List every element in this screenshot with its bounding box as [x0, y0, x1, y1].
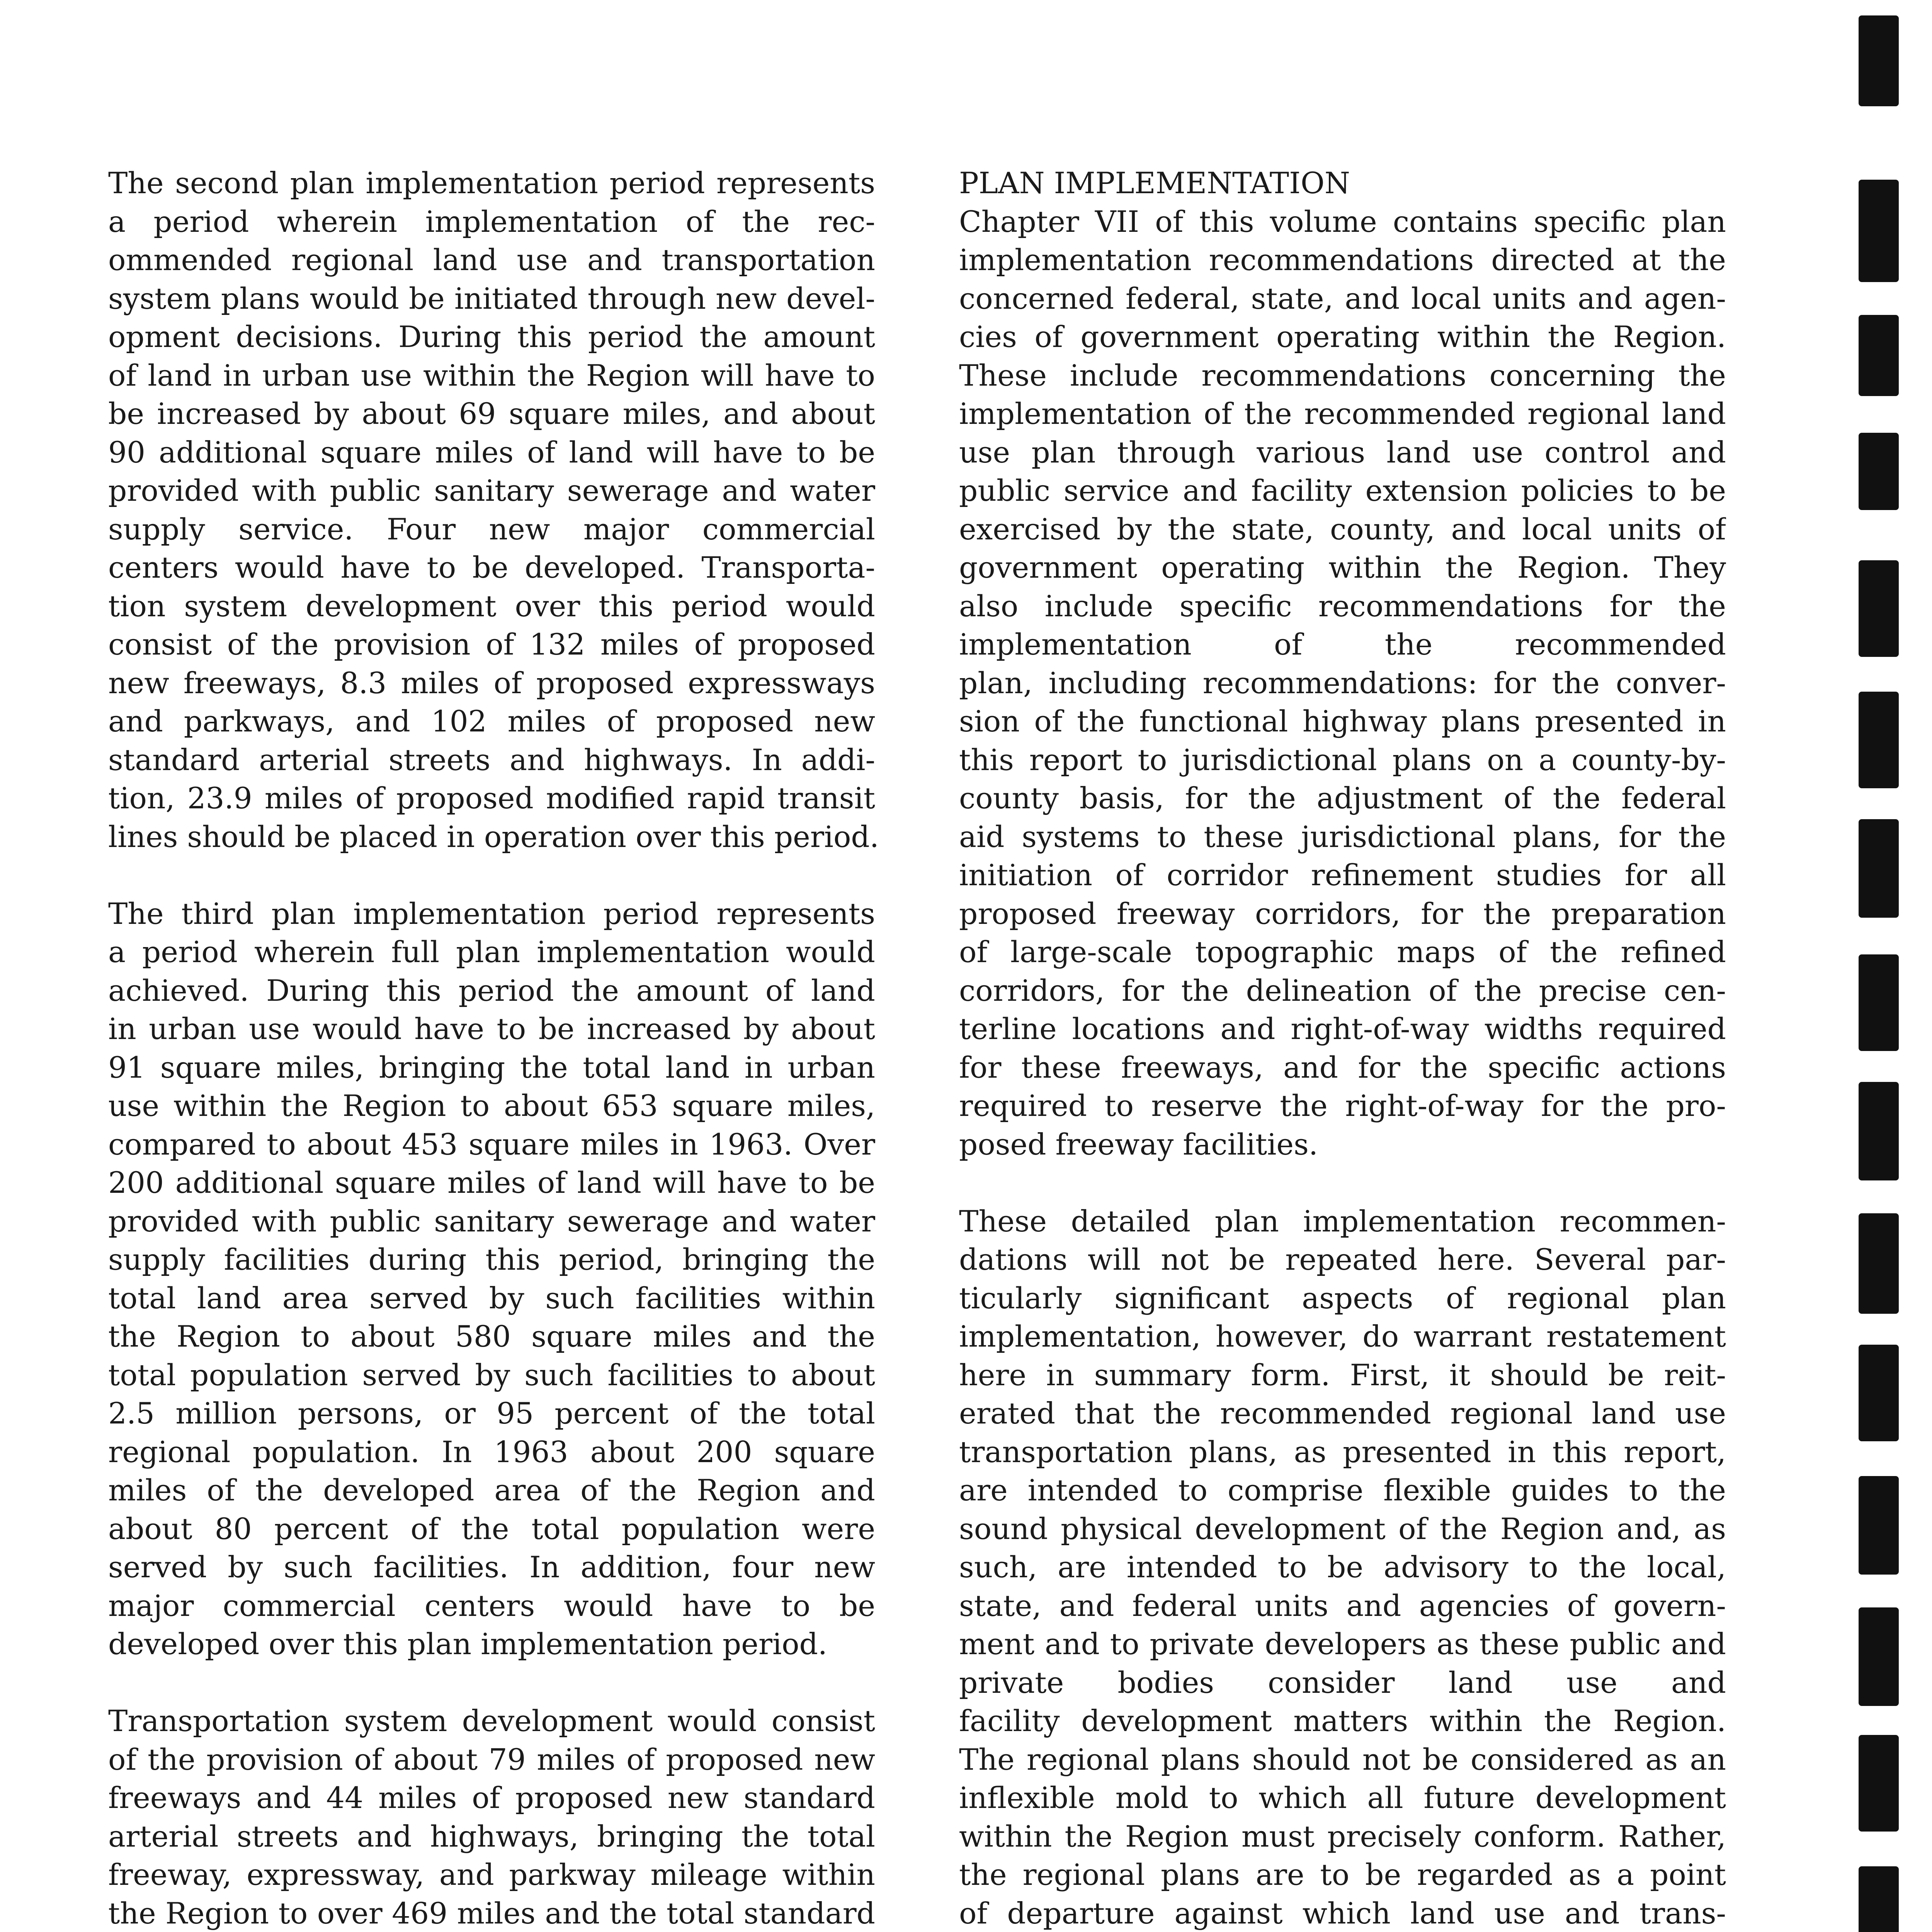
text-line: use within the Region to about 653 square miles, — [108, 1089, 875, 1123]
text-line: exercised by the state, county, and local units of — [959, 512, 1726, 546]
text-line: miles of the developed area of the Region and — [108, 1473, 875, 1507]
text-line: this report to jurisdictional plans on a county-by- — [959, 743, 1726, 777]
text-line: developed over this plan implementation period. — [108, 1627, 827, 1661]
text-line: erated that the recommended regional land use — [959, 1396, 1726, 1430]
text-line: arterial streets and highways, bringing the total — [108, 1819, 875, 1854]
text-line: cies of government operating within the Region. — [959, 320, 1726, 354]
text-line: implementation of the recommended regional land — [959, 397, 1726, 431]
text-line: 2.5 million persons, or 95 percent of the total — [108, 1396, 875, 1430]
edge-mark — [1859, 954, 1899, 1051]
text-line: public service and facility extension policies to be — [959, 474, 1726, 508]
text-line: of land in urban use within the Region will have to — [108, 358, 875, 393]
text-line: served by such facilities. In addition, four new — [108, 1550, 875, 1584]
text-line: provided with public sanitary sewerage and water — [108, 474, 875, 508]
text-line: and parkways, and 102 miles of proposed new — [108, 704, 875, 738]
text-line: county basis, for the adjustment of the federal — [959, 781, 1726, 815]
text-line: in urban use would have to be increased by about — [108, 1012, 875, 1046]
text-line: These detailed plan implementation recommen- — [959, 1204, 1726, 1238]
text-line: total population served by such facilities to about — [108, 1358, 875, 1392]
text-line: major commercial centers would have to be — [108, 1588, 875, 1623]
text-line: plan, including recommendations: for the conver- — [959, 666, 1726, 700]
text-line: the regional plans are to be regarded as a point — [959, 1858, 1726, 1892]
text-line: The second plan implementation period represents — [108, 166, 875, 200]
paragraph — [959, 203, 1726, 1164]
text-line: also include specific recommendations for the — [959, 589, 1726, 623]
section-heading: PLAN IMPLEMENTATION — [959, 166, 1350, 200]
text-line: for these freeways, and for the specific actions — [959, 1050, 1726, 1085]
text-line: Chapter VII of this volume contains specific plan — [959, 204, 1726, 239]
text-line: sound physical development of the Region and, as — [959, 1512, 1726, 1546]
text-line: Transportation system development would consist — [108, 1704, 875, 1738]
text-line: centers would have to be developed. Transporta- — [108, 551, 875, 585]
paragraph — [959, 1202, 1726, 1932]
text-line: such, are intended to be advisory to the local, — [959, 1550, 1726, 1584]
text-line: state, and federal units and agencies of govern- — [959, 1588, 1726, 1623]
paragraph — [108, 1702, 875, 1932]
text-line: government operating within the Region. They — [959, 551, 1726, 585]
right-column — [959, 164, 1726, 1932]
edge-mark — [1859, 1607, 1899, 1706]
text-line: sion of the functional highway plans presented in — [959, 704, 1726, 738]
text-line: within the Region must precisely conform. Rather, — [959, 1819, 1726, 1854]
text-line: corridors, for the delineation of the precise cen- — [959, 973, 1726, 1008]
text-line: aid systems to these jurisdictional plans, for the — [959, 820, 1726, 854]
text-line: transportation plans, as presented in this report, — [959, 1435, 1726, 1469]
text-line: proposed freeway corridors, for the preparation — [959, 896, 1726, 931]
text-line: here in summary form. First, it should be reit- — [959, 1358, 1726, 1392]
edge-mark — [1859, 315, 1899, 396]
text-line: inflexible mold to which all future development — [959, 1781, 1726, 1815]
text-line: 200 additional square miles of land will have to be — [108, 1166, 875, 1200]
text-line: of large-scale topographic maps of the refined — [959, 935, 1726, 969]
text-line: system plans would be initiated through new devel- — [108, 281, 875, 316]
edge-mark — [1859, 819, 1899, 918]
text-line: ment and to private developers as these public and — [959, 1627, 1726, 1661]
text-line: terline locations and right-of-way widths required — [959, 1012, 1726, 1046]
text-line: dations will not be repeated here. Several par- — [959, 1243, 1726, 1277]
edge-mark — [1859, 692, 1899, 788]
text-line: about 80 percent of the total population were — [108, 1512, 875, 1546]
text-line: freeway, expressway, and parkway mileage within — [108, 1858, 875, 1892]
text-line: required to reserve the right-of-way for the pro- — [959, 1089, 1726, 1123]
edge-mark — [1859, 1082, 1899, 1180]
text-line: new freeways, 8.3 miles of proposed expressways — [108, 666, 875, 700]
text-line: a period wherein full plan implementation would — [108, 935, 875, 969]
text-line: The third plan implementation period represents — [108, 896, 875, 931]
text-line: tion system development over this period would — [108, 589, 875, 623]
text-line: These include recommendations concerning the — [959, 358, 1726, 393]
text-line: a period wherein implementation of the rec- — [108, 204, 875, 239]
text-line: be increased by about 69 square miles, and about — [108, 397, 875, 431]
text-line: facility development matters within the Region. — [959, 1704, 1726, 1738]
text-line: the Region to over 469 miles and the total standard — [108, 1896, 875, 1930]
text-line: tion, 23.9 miles of proposed modified rapid transit — [108, 781, 875, 815]
edge-mark — [1859, 1213, 1899, 1314]
text-line: of the provision of about 79 miles of proposed new — [108, 1742, 875, 1777]
text-line: supply facilities during this period, bringing the — [108, 1243, 875, 1277]
text-line: consist of the provision of 132 miles of proposed — [108, 628, 875, 662]
text-line: the Region to about 580 square miles and the — [108, 1320, 875, 1354]
edge-mark — [1859, 1345, 1899, 1441]
left-column — [108, 164, 879, 1932]
text-line: 90 additional square miles of land will have to be — [108, 435, 875, 469]
text-line: ticularly significant aspects of regional plan — [959, 1281, 1726, 1315]
text-line: private bodies consider land use and — [959, 1665, 1726, 1700]
text-line: compared to about 453 square miles in 1963. Over — [108, 1127, 875, 1162]
text-line: achieved. During this period the amount of land — [108, 973, 875, 1008]
text-line: freeways and 44 miles of proposed new standard — [108, 1781, 875, 1815]
text-line: opment decisions. During this period the amount — [108, 320, 875, 354]
text-line: regional population. In 1963 about 200 square — [108, 1435, 875, 1469]
paragraph — [108, 164, 879, 856]
text-line: provided with public sanitary sewerage and water — [108, 1204, 875, 1238]
edge-mark — [1859, 433, 1899, 510]
text-line: concerned federal, state, and local units and agen- — [959, 281, 1726, 316]
text-line: are intended to comprise flexible guides to the — [959, 1473, 1726, 1507]
text-line: supply service. Four new major commercial — [108, 512, 875, 546]
text-line: initiation of corridor refinement studies for all — [959, 858, 1726, 892]
edge-mark — [1859, 180, 1899, 282]
edge-mark — [1859, 1735, 1899, 1832]
edge-mark — [1859, 560, 1899, 657]
text-line: implementation of the recommended — [959, 628, 1726, 662]
text-line: total land area served by such facilities within — [108, 1281, 875, 1315]
text-line: implementation recommendations directed at the — [959, 243, 1726, 277]
edge-mark — [1859, 1866, 1899, 1932]
text-line: ommended regional land use and transportation — [108, 243, 875, 277]
text-line: lines should be placed in operation over this period. — [108, 820, 879, 854]
edge-mark — [1859, 1476, 1899, 1575]
text-line: of departure against which land use and trans- — [959, 1896, 1726, 1930]
edge-mark — [1859, 15, 1899, 106]
text-line: use plan through various land use control and — [959, 435, 1726, 469]
text-line: The regional plans should not be considered as an — [959, 1742, 1726, 1777]
text-line: posed freeway facilities. — [959, 1127, 1318, 1162]
text-line: standard arterial streets and highways. In addi- — [108, 743, 875, 777]
paragraph — [108, 895, 875, 1664]
text-line: 91 square miles, bringing the total land in urban — [108, 1050, 875, 1085]
text-line: implementation, however, do warrant restatement — [959, 1320, 1726, 1354]
